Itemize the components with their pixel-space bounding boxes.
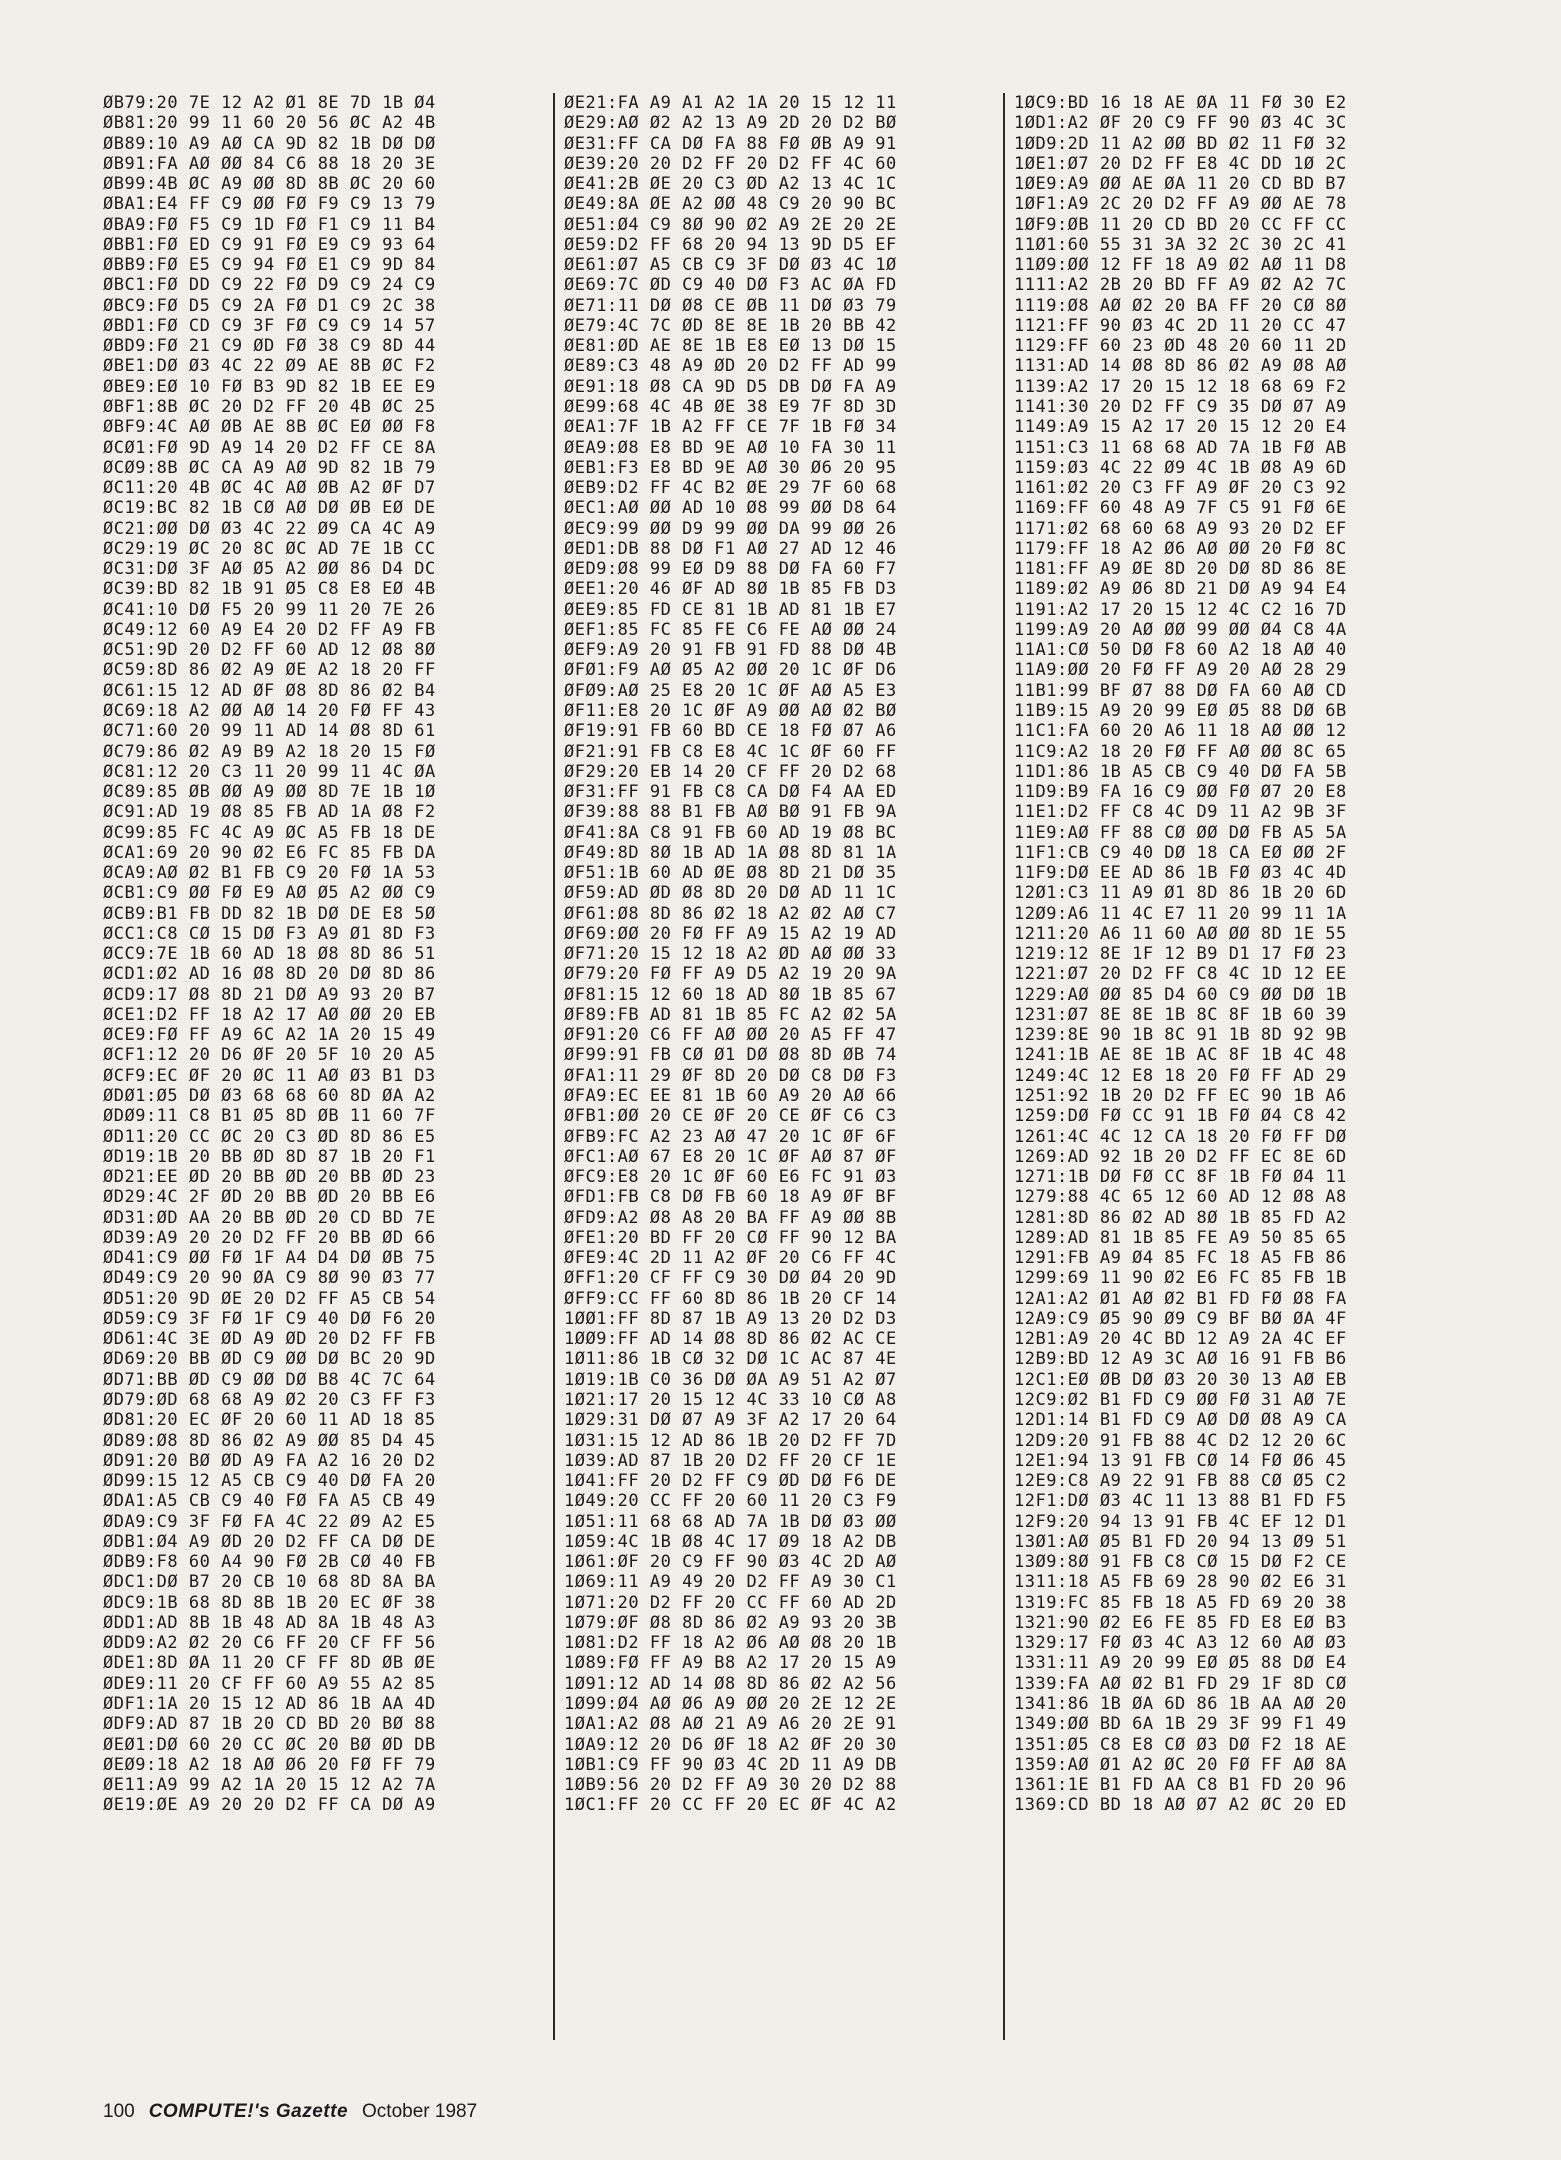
listing-line: 1Ø79:ØF Ø8 8D 86 Ø2 A9 93 20 3B	[564, 1612, 897, 1633]
listing-line: 1119:Ø8 AØ Ø2 20 BA FF 20 CØ 8Ø	[1014, 295, 1347, 316]
listing-line: ØC11:20 4B ØC 4C AØ ØB A2 ØF D7	[103, 478, 436, 499]
listing-line: ØC79:86 Ø2 A9 B9 A2 18 20 15 FØ	[103, 741, 436, 762]
listing-line: 13Ø1:AØ Ø5 B1 FD 20 94 13 Ø9 51	[1014, 1531, 1347, 1552]
listing-line: ØFF1:20 CF FF C9 30 DØ Ø4 20 9D	[564, 1268, 897, 1289]
listing-line: 1191:A2 17 20 15 12 4C C2 16 7D	[1014, 599, 1347, 620]
listing-line: 1221:Ø7 20 D2 FF C8 4C 1D 12 EE	[1014, 964, 1347, 985]
listing-line: ØD61:4C 3E ØD A9 ØD 20 D2 FF FB	[103, 1329, 436, 1350]
listing-line: ØFC1:AØ 67 E8 20 1C ØF AØ 87 ØF	[564, 1146, 897, 1167]
listing-line: ØBC1:FØ DD C9 22 FØ D9 C9 24 C9	[103, 275, 436, 296]
listing-line: 1281:8D 86 Ø2 AD 8Ø 1B 85 FD A2	[1014, 1207, 1347, 1228]
listing-line: ØD29:4C 2F ØD 20 BB ØD 20 BB E6	[103, 1187, 436, 1208]
listing-line: ØF91:20 C6 FF AØ ØØ 20 A5 FF 47	[564, 1025, 897, 1046]
listing-line: ØF99:91 FB CØ Ø1 DØ Ø8 8D ØB 74	[564, 1045, 897, 1066]
listing-line: 1271:1B DØ FØ CC 8F 1B FØ Ø4 11	[1014, 1167, 1347, 1188]
listing-line: 12E9:C8 A9 22 91 FB 88 CØ Ø5 C2	[1014, 1471, 1347, 1492]
listing-line: ØC99:85 FC 4C A9 ØC A5 FB 18 DE	[103, 822, 436, 843]
listing-line: 11B9:15 A9 20 99 EØ Ø5 88 DØ 6B	[1014, 700, 1347, 721]
listing-line: ØCA9:AØ Ø2 B1 FB C9 20 FØ 1A 53	[103, 863, 436, 884]
listing-line: ØE31:FF CA DØ FA 88 FØ ØB A9 91	[564, 133, 897, 154]
listing-line: 1329:17 FØ Ø3 4C A3 12 60 AØ Ø3	[1014, 1633, 1347, 1654]
listing-line: ØED9:Ø8 99 EØ D9 88 DØ FA 60 F7	[564, 559, 897, 580]
listing-line: ØFB9:FC A2 23 AØ 47 20 1C ØF 6F	[564, 1126, 897, 1147]
listing-line: ØEB9:D2 FF 4C B2 ØE 29 7F 60 68	[564, 478, 897, 499]
listing-line: ØFF9:CC FF 60 8D 86 1B 20 CF 14	[564, 1288, 897, 1309]
listing-line: ØDF1:1A 20 15 12 AD 86 1B AA 4D	[103, 1693, 436, 1714]
page-footer	[103, 2101, 477, 2123]
listing-line: 11B1:99 BF Ø7 88 DØ FA 60 AØ CD	[1014, 680, 1347, 701]
listing-line: ØF49:8D 8Ø 1B AD 1A Ø8 8D 81 1A	[564, 842, 897, 863]
listing-line: ØF71:20 15 12 18 A2 ØD AØ ØØ 33	[564, 944, 897, 965]
listing-line: ØBB1:FØ ED C9 91 FØ E9 C9 93 64	[103, 234, 436, 255]
listing-line: ØF59:AD ØD Ø8 8D 20 DØ AD 11 1C	[564, 883, 897, 904]
listing-line: 1ØØ9:FF AD 14 Ø8 8D 86 Ø2 AC CE	[564, 1329, 897, 1350]
listing-line: 1111:A2 2B 20 BD FF A9 Ø2 A2 7C	[1014, 275, 1347, 296]
listing-line: 1131:AD 14 Ø8 8D 86 Ø2 A9 Ø8 AØ	[1014, 356, 1347, 377]
listing-line: 1Ø59:4C 1B Ø8 4C 17 Ø9 18 A2 DB	[564, 1531, 897, 1552]
listing-line: ØB99:4B ØC A9 ØØ 8D 8B ØC 20 60	[103, 174, 436, 195]
listing-line: ØFE9:4C 2D 11 A2 ØF 20 C6 FF 4C	[564, 1248, 897, 1269]
listing-line: ØCB9:B1 FB DD 82 1B DØ DE E8 5Ø	[103, 903, 436, 924]
listing-line: 11F1:CB C9 40 DØ 18 CA EØ ØØ 2F	[1014, 842, 1347, 863]
listing-line: ØDA1:A5 CB C9 40 FØ FA A5 CB 49	[103, 1491, 436, 1512]
listing-line: ØDC1:DØ B7 20 CB 10 68 8D 8A BA	[103, 1572, 436, 1593]
listing-line: 1149:A9 15 A2 17 20 15 12 20 E4	[1014, 417, 1347, 438]
listing-line: 1139:A2 17 20 15 12 18 68 69 F2	[1014, 376, 1347, 397]
listing-line: 11Ø9:ØØ 12 FF 18 A9 Ø2 AØ 11 D8	[1014, 255, 1347, 276]
listing-line: ØF41:8A C8 91 FB 60 AD 19 Ø8 BC	[564, 822, 897, 843]
listing-line: ØCB1:C9 ØØ FØ E9 AØ Ø5 A2 ØØ C9	[103, 883, 436, 904]
listing-line: 12F9:20 94 13 91 FB 4C EF 12 D1	[1014, 1511, 1347, 1532]
listing-line: 12F1:DØ Ø3 4C 11 13 88 B1 FD F5	[1014, 1491, 1347, 1512]
listing-line: 1181:FF A9 ØE 8D 20 DØ 8D 86 8E	[1014, 559, 1347, 580]
listing-line: ØF79:20 FØ FF A9 D5 A2 19 20 9A	[564, 964, 897, 985]
listing-line: ØC39:BD 82 1B 91 Ø5 C8 E8 EØ 4B	[103, 579, 436, 600]
listing-line: ØDB9:F8 60 A4 90 FØ 2B CØ 40 FB	[103, 1552, 436, 1573]
listing-line: 1179:FF 18 A2 Ø6 AØ ØØ 20 FØ 8C	[1014, 538, 1347, 559]
listing-line: ØE99:68 4C 4B ØE 38 E9 7F 8D 3D	[564, 396, 897, 417]
listing-line: 1339:FA AØ Ø2 B1 FD 29 1F 8D CØ	[1014, 1673, 1347, 1694]
listing-line: 1251:92 1B 20 D2 FF EC 90 1B A6	[1014, 1086, 1347, 1107]
listing-line: 1341:86 1B ØA 6D 86 1B AA AØ 20	[1014, 1693, 1347, 1714]
listing-line: ØCE9:FØ FF A9 6C A2 1A 20 15 49	[103, 1025, 436, 1046]
listing-line: 1Ø81:D2 FF 18 A2 Ø6 AØ Ø8 20 1B	[564, 1633, 897, 1654]
listing-line: ØFD1:FB C8 DØ FB 60 18 A9 ØF BF	[564, 1187, 897, 1208]
listing-line: 1ØF1:A9 2C 20 D2 FF A9 ØØ AE 78	[1014, 194, 1347, 215]
listing-line: ØD91:20 BØ ØD A9 FA A2 16 20 D2	[103, 1450, 436, 1471]
listing-line: ØFC9:E8 20 1C ØF 60 E6 FC 91 Ø3	[564, 1167, 897, 1188]
listing-line: ØF11:E8 20 1C ØF A9 ØØ AØ Ø2 BØ	[564, 700, 897, 721]
listing-line: ØDD1:AD 8B 1B 48 AD 8A 1B 48 A3	[103, 1612, 436, 1633]
listing-line: 1ØB9:56 20 D2 FF A9 30 20 D2 88	[564, 1775, 897, 1796]
listing-line: ØC19:BC 82 1B CØ AØ DØ ØB EØ DE	[103, 498, 436, 519]
listing-line: ØBE9:EØ 10 FØ B3 9D 82 1B EE E9	[103, 376, 436, 397]
listing-line: ØD19:1B 20 BB ØD 8D 87 1B 20 F1	[103, 1146, 436, 1167]
listing-line: ØBC9:FØ D5 C9 2A FØ D1 C9 2C 38	[103, 295, 436, 316]
listing-line: ØCE1:D2 FF 18 A2 17 AØ ØØ 20 EB	[103, 1004, 436, 1025]
listing-line: ØC71:60 20 99 11 AD 14 Ø8 8D 61	[103, 721, 436, 742]
listing-line: 1ØC1:FF 20 CC FF 20 EC ØF 4C A2	[564, 1795, 897, 1816]
listing-line: ØF69:ØØ 20 FØ FF A9 15 A2 19 AD	[564, 923, 897, 944]
listing-line: ØE91:18 Ø8 CA 9D D5 DB DØ FA A9	[564, 376, 897, 397]
listing-line: ØC61:15 12 AD ØF Ø8 8D 86 Ø2 B4	[103, 680, 436, 701]
listing-line: ØC69:18 A2 ØØ AØ 14 20 FØ FF 43	[103, 700, 436, 721]
listing-line: ØD41:C9 ØØ FØ 1F A4 D4 DØ ØB 75	[103, 1248, 436, 1269]
listing-line: ØFØ9:AØ 25 E8 20 1C ØF AØ A5 E3	[564, 680, 897, 701]
listing-line: 11D1:86 1B A5 CB C9 40 DØ FA 5B	[1014, 761, 1347, 782]
listing-line: ØD21:EE ØD 20 BB ØD 20 BB ØD 23	[103, 1167, 436, 1188]
listing-line: ØD31:ØD AA 20 BB ØD 20 CD BD 7E	[103, 1207, 436, 1228]
listing-line: ØD69:20 BB ØD C9 ØØ DØ BC 20 9D	[103, 1349, 436, 1370]
listing-line: 12A1:A2 Ø1 AØ Ø2 B1 FD FØ Ø8 FA	[1014, 1288, 1347, 1309]
listing-line: ØCD1:Ø2 AD 16 Ø8 8D 20 DØ 8D 86	[103, 964, 436, 985]
listing-line: ØD51:20 9D ØE 20 D2 FF A5 CB 54	[103, 1288, 436, 1309]
listing-line: ØDE9:11 20 CF FF 60 A9 55 A2 85	[103, 1673, 436, 1694]
listing-line: ØEA1:7F 1B A2 FF CE 7F 1B FØ 34	[564, 417, 897, 438]
listing-line: 11F9:DØ EE AD 86 1B FØ Ø3 4C 4D	[1014, 863, 1347, 884]
listing-line: ØDB1:Ø4 A9 ØD 20 D2 FF CA DØ DE	[103, 1531, 436, 1552]
listing-line: ØED1:DB 88 DØ F1 AØ 27 AD 12 46	[564, 538, 897, 559]
listing-line: ØE81:ØD AE 8E 1B E8 EØ 13 DØ 15	[564, 336, 897, 357]
listing-line: ØDC9:1B 68 8D 8B 1B 20 EC ØF 38	[103, 1592, 436, 1613]
magazine-title: COMPUTE!'s Gazette	[148, 2101, 349, 2122]
listing-column-2	[553, 93, 1003, 2040]
listing-line: ØF21:91 FB C8 E8 4C 1C ØF 60 FF	[564, 741, 897, 762]
listing-line: ØEE9:85 FD CE 81 1B AD 81 1B E7	[564, 599, 897, 620]
listing-line: 1259:DØ FØ CC 91 1B FØ Ø4 C8 42	[1014, 1106, 1347, 1127]
listing-line: 1189:Ø2 A9 Ø6 8D 21 DØ A9 94 E4	[1014, 579, 1347, 600]
listing-line: ØB91:FA AØ ØØ 84 C6 88 18 20 3E	[103, 153, 436, 174]
listing-line: ØEB1:F3 E8 BD 9E AØ 30 Ø6 20 95	[564, 457, 897, 478]
listing-line: 1171:Ø2 68 60 68 A9 93 20 D2 EF	[1014, 518, 1347, 539]
listing-line: 12B9:BD 12 A9 3C AØ 16 91 FB B6	[1014, 1349, 1347, 1370]
listing-line: ØBD9:FØ 21 C9 ØD FØ 38 C9 8D 44	[103, 336, 436, 357]
listing-line: ØEC9:99 ØØ D9 99 ØØ DA 99 ØØ 26	[564, 518, 897, 539]
listing-line: 1319:FC 85 FB 18 A5 FD 69 20 38	[1014, 1592, 1347, 1613]
listing-line: ØE79:4C 7C ØD 8E 8E 1B 20 BB 42	[564, 315, 897, 336]
listing-line: 1229:AØ ØØ 85 D4 60 C9 ØØ DØ 1B	[1014, 984, 1347, 1005]
listing-line: ØEA9:Ø8 E8 BD 9E AØ 10 FA 30 11	[564, 437, 897, 458]
listing-line: ØCA1:69 20 90 Ø2 E6 FC 85 FB DA	[103, 842, 436, 863]
listing-line: ØBA1:E4 FF C9 ØØ FØ F9 C9 13 79	[103, 194, 436, 215]
listing-line: 1289:AD 81 1B 85 FE A9 50 85 65	[1014, 1227, 1347, 1248]
listing-line: ØBE1:DØ Ø3 4C 22 Ø9 AE 8B ØC F2	[103, 356, 436, 377]
listing-line: 1311:18 A5 FB 69 28 90 Ø2 E6 31	[1014, 1572, 1347, 1593]
listing-line: 1ØA1:A2 Ø8 AØ 21 A9 A6 20 2E 91	[564, 1714, 897, 1735]
listing-column-1	[103, 93, 553, 2040]
listing-line: 1199:A9 20 AØ ØØ 99 ØØ Ø4 C8 4A	[1014, 619, 1347, 640]
listing-line: ØF81:15 12 60 18 AD 8Ø 1B 85 67	[564, 984, 897, 1005]
listing-line: ØC89:85 ØB ØØ A9 ØØ 8D 7E 1B 1Ø	[103, 782, 436, 803]
listing-line: ØE89:C3 48 A9 ØD 20 D2 FF AD 99	[564, 356, 897, 377]
listing-line: 1279:88 4C 65 12 60 AD 12 Ø8 A8	[1014, 1187, 1347, 1208]
listing-line: 11E1:D2 FF C8 4C D9 11 A2 9B 3F	[1014, 802, 1347, 823]
listing-line: ØF89:FB AD 81 1B 85 FC A2 Ø2 5A	[564, 1004, 897, 1025]
listing-line: ØCØ1:FØ 9D A9 14 20 D2 FF CE 8A	[103, 437, 436, 458]
listing-line: ØE71:11 DØ Ø8 CE ØB 11 DØ Ø3 79	[564, 295, 897, 316]
listing-line: 11A9:ØØ 20 FØ FF A9 20 AØ 28 29	[1014, 660, 1347, 681]
listing-line: ØD81:20 EC ØF 20 60 11 AD 18 85	[103, 1410, 436, 1431]
listing-line: ØE51:Ø4 C9 8Ø 90 Ø2 A9 2E 20 2E	[564, 214, 897, 235]
listing-line: 12Ø9:A6 11 4C E7 11 20 99 11 1A	[1014, 903, 1347, 924]
listing-line: 1ØD1:A2 ØF 20 C9 FF 90 Ø3 4C 3C	[1014, 113, 1347, 134]
listing-line: ØC91:AD 19 Ø8 85 FB AD 1A Ø8 F2	[103, 802, 436, 823]
listing-line: ØE69:7C ØD C9 40 DØ F3 AC ØA FD	[564, 275, 897, 296]
listing-line: 1Ø99:Ø4 AØ Ø6 A9 ØØ 20 2E 12 2E	[564, 1693, 897, 1714]
listing-line: 1ØC9:BD 16 18 AE ØA 11 FØ 30 E2	[1014, 93, 1347, 113]
listing-line: ØEC1:AØ ØØ AD 10 Ø8 99 ØØ D8 64	[564, 498, 897, 519]
listing-line: ØF29:20 EB 14 20 CF FF 20 D2 68	[564, 761, 897, 782]
listing-line: ØE21:FA A9 A1 A2 1A 20 15 12 11	[564, 93, 897, 113]
listing-line: ØEF9:A9 20 91 FB 91 FD 88 DØ 4B	[564, 640, 897, 661]
listing-line: ØBF9:4C AØ ØB AE 8B ØC EØ ØØ F8	[103, 417, 436, 438]
listing-line: 1Ø71:20 D2 FF 20 CC FF 60 AD 2D	[564, 1592, 897, 1613]
listing-line: 1Ø49:20 CC FF 20 60 11 20 C3 F9	[564, 1491, 897, 1512]
listing-line: ØD89:Ø8 8D 86 Ø2 A9 ØØ 85 D4 45	[103, 1430, 436, 1451]
listing-line: ØEØ1:DØ 60 20 CC ØC 20 BØ ØD DB	[103, 1734, 436, 1755]
listing-line: ØBA9:FØ F5 C9 1D FØ F1 C9 11 B4	[103, 214, 436, 235]
listing-line: 1ØØ1:FF 8D 87 1B A9 13 20 D2 D3	[564, 1308, 897, 1329]
listing-line: 12B1:A9 20 4C BD 12 A9 2A 4C EF	[1014, 1329, 1347, 1350]
listing-line: ØEF1:85 FC 85 FE C6 FE AØ ØØ 24	[564, 619, 897, 640]
listing-line: ØF51:1B 60 AD ØE Ø8 8D 21 DØ 35	[564, 863, 897, 884]
listing-line: 11D9:B9 FA 16 C9 ØØ FØ Ø7 20 E8	[1014, 782, 1347, 803]
listing-line: ØB81:20 99 11 60 20 56 ØC A2 4B	[103, 113, 436, 134]
listing-line: 1Ø91:12 AD 14 Ø8 8D 86 Ø2 A2 56	[564, 1673, 897, 1694]
listing-line: 1Ø39:AD 87 1B 20 D2 FF 20 CF 1E	[564, 1450, 897, 1471]
hex-listing	[103, 93, 1451, 2040]
listing-line: 1Ø31:15 12 AD 86 1B 20 D2 FF 7D	[564, 1430, 897, 1451]
listing-line: 1Ø19:1B C0 36 DØ ØA A9 51 A2 Ø7	[564, 1369, 897, 1390]
listing-line: 1299:69 11 90 Ø2 E6 FC 85 FB 1B	[1014, 1268, 1347, 1289]
listing-line: 1359:AØ Ø1 A2 ØC 20 FØ FF AØ 8A	[1014, 1754, 1347, 1775]
listing-line: 1129:FF 60 23 ØD 48 20 60 11 2D	[1014, 336, 1347, 357]
listing-line: 1159:Ø3 4C 22 Ø9 4C 1B Ø8 A9 6D	[1014, 457, 1347, 478]
listing-line: ØCF1:12 20 D6 ØF 20 5F 10 20 A5	[103, 1045, 436, 1066]
listing-line: ØB89:10 A9 AØ CA 9D 82 1B DØ DØ	[103, 133, 436, 154]
listing-line: ØFA9:EC EE 81 1B 60 A9 20 AØ 66	[564, 1086, 897, 1107]
listing-line: ØDA9:C9 3F FØ FA 4C 22 Ø9 A2 E5	[103, 1511, 436, 1532]
listing-line: ØEE1:20 46 ØF AD 8Ø 1B 85 FB D3	[564, 579, 897, 600]
listing-line: 1ØB1:C9 FF 90 Ø3 4C 2D 11 A9 DB	[564, 1754, 897, 1775]
listing-line: ØFØ1:F9 AØ Ø5 A2 ØØ 20 1C ØF D6	[564, 660, 897, 681]
listing-line: 1331:11 A9 20 99 EØ Ø5 88 DØ E4	[1014, 1653, 1347, 1674]
listing-line: 1ØF9:ØB 11 20 CD BD 20 CC FF CC	[1014, 214, 1347, 235]
listing-line: 11A1:CØ 50 DØ F8 60 A2 18 AØ 40	[1014, 640, 1347, 661]
listing-line: 11C9:A2 18 20 FØ FF AØ ØØ 8C 65	[1014, 741, 1347, 762]
listing-line: 1211:20 A6 11 60 AØ ØØ 8D 1E 55	[1014, 923, 1347, 944]
listing-line: ØE29:AØ Ø2 A2 13 A9 2D 20 D2 BØ	[564, 113, 897, 134]
listing-line: 1349:ØØ BD 6A 1B 29 3F 99 F1 49	[1014, 1714, 1347, 1735]
listing-line: ØC29:19 ØC 20 8C ØC AD 7E 1B CC	[103, 538, 436, 559]
listing-line: ØE39:20 20 D2 FF 20 D2 FF 4C 60	[564, 153, 897, 174]
listing-line: ØD59:C9 3F FØ 1F C9 40 DØ F6 20	[103, 1308, 436, 1329]
listing-line: 12Ø1:C3 11 A9 Ø1 8D 86 1B 20 6D	[1014, 883, 1347, 904]
listing-line: 1Ø89:FØ FF A9 B8 A2 17 20 15 A9	[564, 1653, 897, 1674]
listing-line: 12A9:C9 Ø5 90 Ø9 C9 BF BØ ØA 4F	[1014, 1308, 1347, 1329]
listing-line: 1Ø29:31 DØ Ø7 A9 3F A2 17 20 64	[564, 1410, 897, 1431]
listing-line: ØE19:ØE A9 20 20 D2 FF CA DØ A9	[103, 1795, 436, 1816]
listing-line: ØC51:9D 20 D2 FF 60 AD 12 Ø8 8Ø	[103, 640, 436, 661]
listing-line: 1ØE1:Ø7 20 D2 FF E8 4C DD 1Ø 2C	[1014, 153, 1347, 174]
listing-line: ØEØ9:18 A2 18 AØ Ø6 20 FØ FF 79	[103, 1754, 436, 1775]
listing-line: 1Ø21:17 20 15 12 4C 33 10 CØ A8	[564, 1390, 897, 1410]
listing-line: ØCØ9:8B ØC CA A9 AØ 9D 82 1B 79	[103, 457, 436, 478]
listing-line: 1ØD9:2D 11 A2 ØØ BD Ø2 11 FØ 32	[1014, 133, 1347, 154]
listing-line: 1141:30 20 D2 FF C9 35 DØ Ø7 A9	[1014, 396, 1347, 417]
listing-line: ØFA1:11 29 ØF 8D 20 DØ C8 DØ F3	[564, 1065, 897, 1086]
listing-line: 1239:8E 90 1B 8C 91 1B 8D 92 9B	[1014, 1025, 1347, 1046]
listing-line: ØBF1:8B ØC 20 D2 FF 20 4B ØC 25	[103, 396, 436, 417]
listing-line: 1Ø11:86 1B CØ 32 DØ 1C AC 87 4E	[564, 1349, 897, 1370]
listing-line: ØDE1:8D ØA 11 20 CF FF 8D ØB ØE	[103, 1653, 436, 1674]
listing-line: 1Ø69:11 A9 49 20 D2 FF A9 30 C1	[564, 1572, 897, 1593]
listing-line: 1351:Ø5 C8 E8 CØ Ø3 DØ F2 18 AE	[1014, 1734, 1347, 1755]
listing-line: 1Ø41:FF 20 D2 FF C9 ØD DØ F6 DE	[564, 1471, 897, 1492]
listing-line: 1121:FF 90 Ø3 4C 2D 11 20 CC 47	[1014, 315, 1347, 336]
listing-line: 12D1:14 B1 FD C9 AØ DØ Ø8 A9 CA	[1014, 1410, 1347, 1431]
listing-line: 1249:4C 12 E8 18 20 FØ FF AD 29	[1014, 1065, 1347, 1086]
listing-line: ØD71:BB ØD C9 ØØ DØ B8 4C 7C 64	[103, 1369, 436, 1390]
listing-line: 1ØE9:A9 ØØ AE ØA 11 20 CD BD B7	[1014, 174, 1347, 195]
listing-line: ØDF9:AD 87 1B 20 CD BD 20 BØ 88	[103, 1714, 436, 1735]
listing-line: 12C9:Ø2 B1 FD C9 ØØ FØ 31 AØ 7E	[1014, 1390, 1347, 1410]
listing-line: ØFD9:A2 Ø8 A8 20 BA FF A9 ØØ 8B	[564, 1207, 897, 1228]
listing-line: 1269:AD 92 1B 20 D2 FF EC 8E 6D	[1014, 1146, 1347, 1167]
listing-line: 1151:C3 11 68 68 AD 7A 1B FØ AB	[1014, 437, 1347, 458]
listing-line: 1219:12 8E 1F 12 B9 D1 17 FØ 23	[1014, 944, 1347, 965]
listing-line: ØCC9:7E 1B 60 AD 18 Ø8 8D 86 51	[103, 944, 436, 965]
listing-line: ØF19:91 FB 60 BD CE 18 FØ Ø7 A6	[564, 721, 897, 742]
listing-line: ØC41:10 DØ F5 20 99 11 20 7E 26	[103, 599, 436, 620]
listing-line: ØF61:Ø8 8D 86 Ø2 18 A2 Ø2 AØ C7	[564, 903, 897, 924]
listing-line: 1Ø61:ØF 20 C9 FF 90 Ø3 4C 2D AØ	[564, 1552, 897, 1573]
listing-line: 1Ø51:11 68 68 AD 7A 1B DØ Ø3 ØØ	[564, 1511, 897, 1532]
listing-line: ØD11:20 CC ØC 20 C3 ØD 8D 86 E5	[103, 1126, 436, 1147]
listing-line: ØDØ1:Ø5 DØ Ø3 68 68 60 8D ØA A2	[103, 1086, 436, 1107]
listing-line: 11Ø1:60 55 31 3A 32 2C 30 2C 41	[1014, 234, 1347, 255]
listing-line: 1169:FF 60 48 A9 7F C5 91 FØ 6E	[1014, 498, 1347, 519]
listing-line: ØCD9:17 Ø8 8D 21 DØ A9 93 20 B7	[103, 984, 436, 1005]
listing-column-3	[1003, 93, 1451, 2040]
listing-line: ØE41:2B ØE 20 C3 ØD A2 13 4C 1C	[564, 174, 897, 195]
listing-line: 1261:4C 4C 12 CA 18 20 FØ FF DØ	[1014, 1126, 1347, 1147]
listing-line: 13Ø9:8Ø 91 FB C8 CØ 15 DØ F2 CE	[1014, 1552, 1347, 1573]
listing-line: ØF31:FF 91 FB C8 CA DØ F4 AA ED	[564, 782, 897, 803]
listing-line: ØBB9:FØ E5 C9 94 FØ E1 C9 9D 84	[103, 255, 436, 276]
listing-line: ØDØ9:11 C8 B1 Ø5 8D ØB 11 60 7F	[103, 1106, 436, 1127]
listing-line: ØFE1:20 BD FF 20 CØ FF 90 12 BA	[564, 1227, 897, 1248]
listing-line: 1291:FB A9 Ø4 85 FC 18 A5 FB 86	[1014, 1248, 1347, 1269]
listing-line: 1ØA9:12 20 D6 ØF 18 A2 ØF 20 30	[564, 1734, 897, 1755]
listing-line: ØC49:12 60 A9 E4 20 D2 FF A9 FB	[103, 619, 436, 640]
listing-line: ØB79:20 7E 12 A2 Ø1 8E 7D 1B Ø4	[103, 93, 436, 113]
listing-line: ØCF9:EC ØF 20 ØC 11 AØ Ø3 B1 D3	[103, 1065, 436, 1086]
listing-line: ØE59:D2 FF 68 20 94 13 9D D5 EF	[564, 234, 897, 255]
listing-line: ØBD1:FØ CD C9 3F FØ C9 C9 14 57	[103, 315, 436, 336]
listing-line: ØD39:A9 20 20 D2 FF 20 BB ØD 66	[103, 1227, 436, 1248]
listing-line: ØC81:12 20 C3 11 20 99 11 4C ØA	[103, 761, 436, 782]
listing-line: ØC21:ØØ DØ Ø3 4C 22 Ø9 CA 4C A9	[103, 518, 436, 539]
listing-line: 12D9:20 91 FB 88 4C D2 12 20 6C	[1014, 1430, 1347, 1451]
listing-line: 1241:1B AE 8E 1B AC 8F 1B 4C 48	[1014, 1045, 1347, 1066]
listing-line: ØD99:15 12 A5 CB C9 40 DØ FA 20	[103, 1471, 436, 1492]
listing-line: ØFB1:ØØ 20 CE ØF 20 CE ØF C6 C3	[564, 1106, 897, 1127]
issue-date: October 1987	[362, 2101, 478, 2122]
listing-line: 12C1:EØ ØB DØ Ø3 20 30 13 AØ EB	[1014, 1369, 1347, 1390]
listing-line: 11E9:AØ FF 88 CØ ØØ DØ FB A5 5A	[1014, 822, 1347, 843]
listing-line: ØE11:A9 99 A2 1A 20 15 12 A2 7A	[103, 1775, 436, 1796]
listing-line: 1369:CD BD 18 AØ Ø7 A2 ØC 20 ED	[1014, 1795, 1347, 1816]
listing-line: 1231:Ø7 8E 8E 1B 8C 8F 1B 60 39	[1014, 1004, 1347, 1025]
listing-line: ØE49:8A ØE A2 ØØ 48 C9 20 90 BC	[564, 194, 897, 215]
listing-line: ØF39:88 88 B1 FB AØ BØ 91 FB 9A	[564, 802, 897, 823]
listing-line: ØE61:Ø7 A5 CB C9 3F DØ Ø3 4C 1Ø	[564, 255, 897, 276]
listing-line: 1361:1E B1 FD AA C8 B1 FD 20 96	[1014, 1775, 1347, 1796]
listing-line: 12E1:94 13 91 FB CØ 14 FØ Ø6 45	[1014, 1450, 1347, 1471]
listing-line: ØC59:8D 86 Ø2 A9 ØE A2 18 20 FF	[103, 660, 436, 681]
listing-line: 1161:Ø2 20 C3 FF A9 ØF 20 C3 92	[1014, 478, 1347, 499]
listing-line: ØDD9:A2 Ø2 20 C6 FF 20 CF FF 56	[103, 1633, 436, 1654]
listing-line: ØD79:ØD 68 68 A9 Ø2 20 C3 FF F3	[103, 1390, 436, 1410]
page-number: 100	[103, 2101, 135, 2122]
listing-line: ØC31:DØ 3F AØ Ø5 A2 ØØ 86 D4 DC	[103, 559, 436, 580]
listing-line: 11C1:FA 60 20 A6 11 18 AØ ØØ 12	[1014, 721, 1347, 742]
listing-line: ØD49:C9 20 90 ØA C9 8Ø 90 Ø3 77	[103, 1268, 436, 1289]
listing-line: 1321:90 Ø2 E6 FE 85 FD E8 EØ B3	[1014, 1612, 1347, 1633]
listing-line: ØCC1:C8 CØ 15 DØ F3 A9 Ø1 8D F3	[103, 923, 436, 944]
